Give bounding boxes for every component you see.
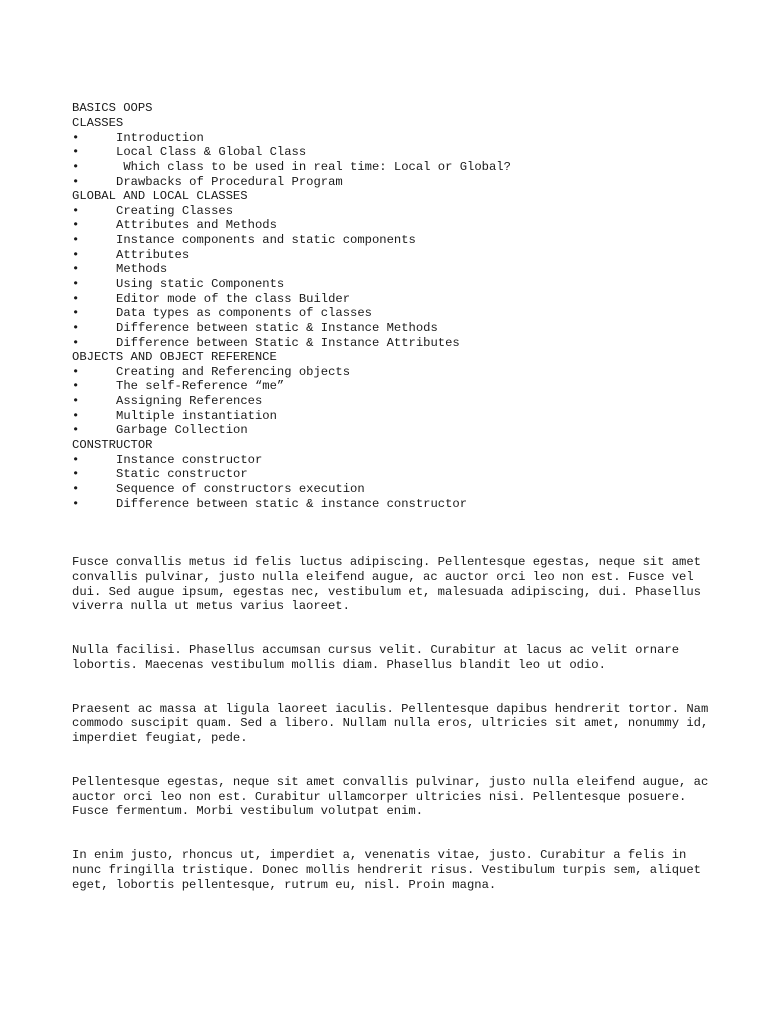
list-item: [72, 365, 712, 380]
list-item-text: Instance constructor: [116, 452, 263, 467]
list-item-text: Instance components and static components: [116, 233, 416, 248]
list-item-text: Assigning References: [116, 394, 263, 409]
list-item: [72, 233, 712, 248]
list-item: [72, 248, 712, 263]
section-heading: CONSTRUCTOR: [72, 438, 153, 453]
bullet-icon: •: [72, 145, 80, 160]
paragraph-spacer: [72, 672, 712, 701]
bullet-icon: •: [72, 335, 80, 350]
list-item-text: Using static Components: [116, 277, 285, 291]
list-item: [72, 409, 712, 424]
list-item-text: Sequence of constructors execution: [116, 481, 365, 496]
bullet-icon: •: [72, 364, 80, 379]
bullet-icon: •: [72, 394, 80, 409]
list-item-text: Methods: [116, 262, 168, 277]
list-item: [72, 262, 712, 277]
bullet-icon: •: [72, 218, 80, 233]
course-outline: [72, 101, 712, 511]
paragraph-spacer: [72, 819, 712, 848]
list-item: [72, 131, 712, 146]
bullet-icon: •: [72, 203, 80, 218]
list-item: [72, 321, 712, 336]
list-item-text: The self-Reference “me”: [116, 379, 285, 394]
bullet-icon: •: [72, 262, 80, 277]
list-item: [72, 292, 712, 307]
list-item-text: Attributes and Methods: [116, 218, 277, 233]
paragraph: Nulla facilisi. Phasellus accumsan cursus velit. Curabitur at lacus ac velit ornare lobortis. Maecenas vestibulum mollis diam. Phasellus blandit leo ut odio.: [72, 643, 680, 672]
list-item: [72, 277, 712, 292]
list-item: [72, 467, 712, 482]
list-item-text: Drawbacks of Procedural Program: [116, 174, 343, 189]
bullet-icon: •: [72, 159, 80, 174]
list-item-text: Difference between static & instance constructor: [116, 496, 468, 511]
list-item: [72, 306, 712, 321]
list-item-text: Introduction: [116, 130, 204, 145]
list-item: [72, 204, 712, 219]
list-item: [72, 160, 712, 175]
bullet-icon: •: [72, 452, 80, 467]
section-heading: BASICS OOPS: [72, 101, 153, 116]
paragraph-spacer: [72, 746, 712, 775]
list-item: [72, 218, 712, 233]
bullet-icon: •: [72, 277, 80, 291]
section-heading: OBJECTS AND OBJECT REFERENCE: [72, 350, 277, 365]
list-item-text: Data types as components of classes: [116, 306, 372, 321]
list-item: [72, 423, 712, 438]
list-item-text: Which class to be used in real time: Local or Global?: [116, 159, 511, 174]
bullet-icon: •: [72, 496, 80, 511]
list-item: [72, 453, 712, 468]
list-item: [72, 497, 712, 512]
list-item: [72, 145, 712, 160]
list-item-text: Difference between Static & Instance Attributes: [116, 335, 460, 350]
list-item: [72, 379, 712, 394]
bullet-icon: •: [72, 379, 80, 394]
bullet-icon: •: [72, 130, 80, 145]
list-item-text: Multiple instantiation: [116, 408, 277, 423]
list-item-text: Attributes: [116, 247, 190, 262]
paragraph: Pellentesque egestas, neque sit amet convallis pulvinar, justo nulla eleifend augue, ac auctor orci leo non est. Curabitur ullamcorper ultricies nisi. Pellentesque posuere. Fusce fermentum. Morbi vestibulum volutpat enim.: [72, 775, 709, 819]
list-item-text: Local Class & Global Class: [116, 145, 307, 160]
section-heading: CLASSES: [72, 115, 124, 130]
body-paragraphs: [72, 541, 712, 893]
paragraph: Praesent ac massa at ligula laoreet iaculis. Pellentesque dapibus hendrerit tortor. Nam commodo suscipit quam. Sed a libero. Nullam nulla eros, ultricies sit amet, nonummy id, imperdiet feugiat, pede.: [72, 701, 709, 746]
paragraph-spacer: [72, 614, 712, 643]
list-item-text: Static constructor: [116, 467, 248, 482]
bullet-icon: •: [72, 233, 80, 248]
bullet-icon: •: [72, 306, 80, 321]
list-item-text: Editor mode of the class Builder: [116, 291, 351, 306]
list-item-text: Garbage Collection: [116, 423, 248, 438]
paragraph-spacer: [72, 541, 712, 556]
bullet-icon: •: [72, 174, 80, 189]
list-item: [72, 336, 712, 351]
paragraph: In enim justo, rhoncus ut, imperdiet a, venenatis vitae, justo. Curabitur a felis in nunc fringilla tristique. Donec mollis hendrerit risus. Vestibulum turpis sem, aliquet eget, lobortis pellentesque, rutrum eu, nisl. Proin magna.: [72, 848, 701, 892]
bullet-icon: •: [72, 481, 80, 496]
list-item-text: Creating and Referencing objects: [116, 364, 351, 379]
bullet-icon: •: [72, 247, 80, 262]
list-item: [72, 175, 712, 190]
list-item: [72, 394, 712, 409]
bullet-icon: •: [72, 423, 80, 438]
bullet-icon: •: [72, 320, 80, 335]
section-heading: GLOBAL AND LOCAL CLASSES: [72, 189, 248, 204]
bullet-icon: •: [72, 408, 80, 423]
bullet-icon: •: [72, 467, 80, 482]
paragraph: Fusce convallis metus id felis luctus adipiscing. Pellentesque egestas, neque sit amet convallis pulvinar, justo nulla eleifend augue, ac auctor orci leo non est. Fusce vel dui. Sed augue ipsum, egestas nec, vestibulum et, malesuada adipiscing, dui. Phasellus viverra nulla ut metus varius laoreet.: [72, 555, 701, 614]
list-item: [72, 482, 712, 497]
bullet-icon: •: [72, 291, 80, 306]
list-item-text: Creating Classes: [116, 203, 234, 218]
list-item-text: Difference between static & Instance Methods: [116, 320, 438, 335]
document-body: [72, 72, 712, 907]
